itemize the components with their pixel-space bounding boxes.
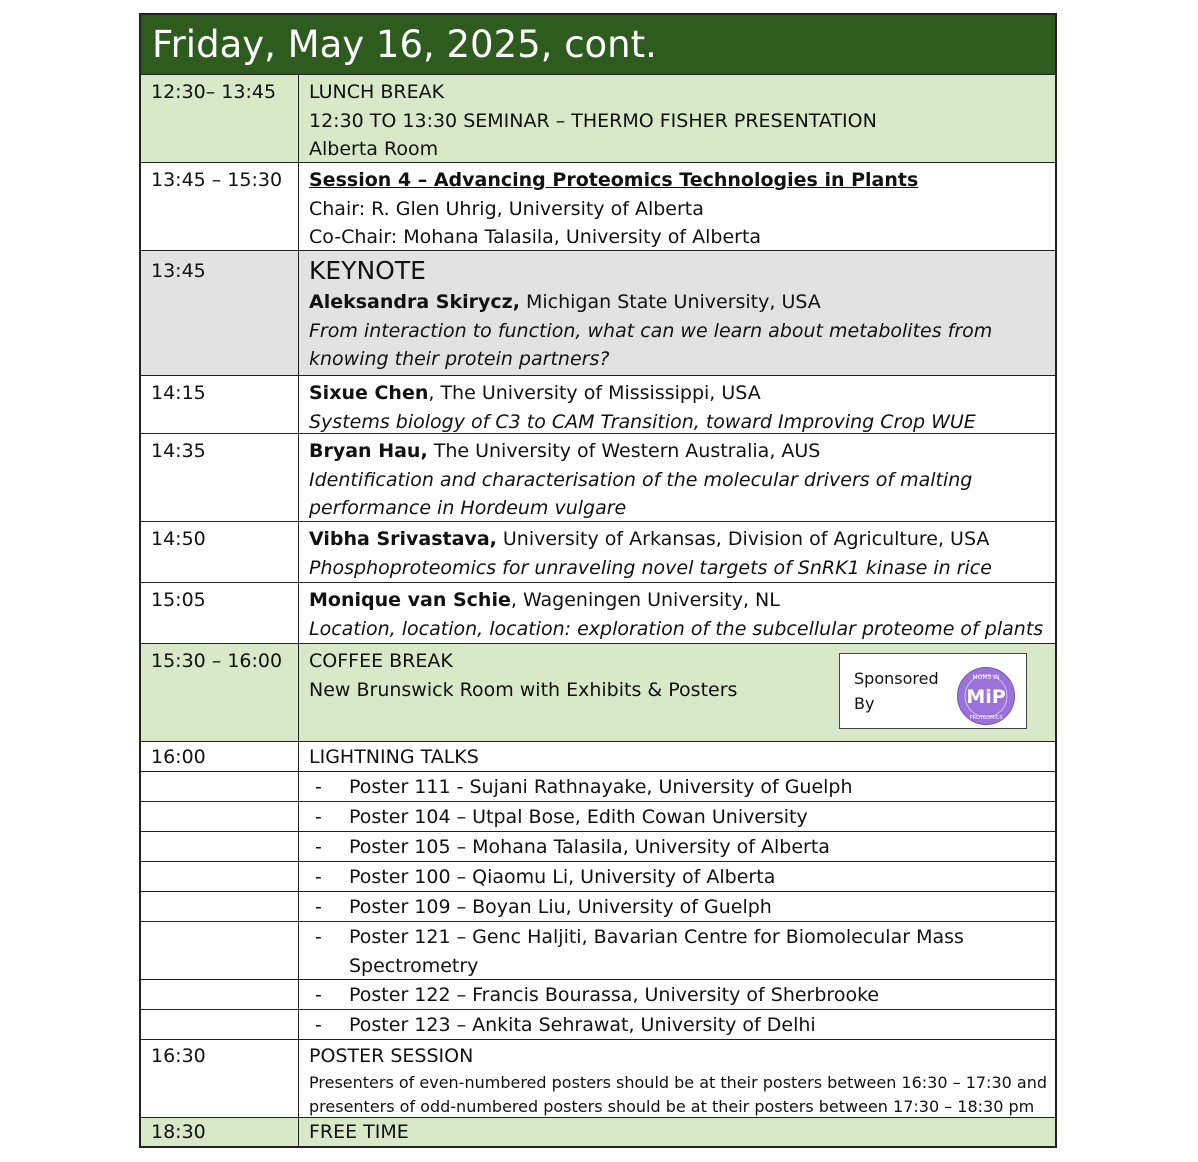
talk-title: Location, location, location: exploration of the subcellular proteome of plants [309, 617, 1044, 640]
poster-row [141, 892, 1055, 922]
coffee-break-row [141, 644, 1055, 742]
time-cell: 18:30 [141, 1118, 299, 1146]
poster-row [141, 1010, 1055, 1040]
time-cell: 13:45 – 15:30 [141, 163, 299, 250]
event-title: FREE TIME [309, 1121, 409, 1143]
event-title: LUNCH BREAK [309, 81, 445, 103]
schedule-table [139, 13, 1057, 1148]
speaker-affiliation: , The University of Mississippi, USA [428, 382, 761, 404]
time-cell: 14:50 [141, 522, 299, 582]
time-cell: 14:35 [141, 434, 299, 521]
poster-row [141, 862, 1055, 892]
poster-row [141, 802, 1055, 832]
poster-entry-cont: Spectrometry [349, 955, 479, 977]
poster-row [141, 772, 1055, 802]
event-title: POSTER SESSION [309, 1045, 474, 1067]
talk-title: Identification and characterisation of the molecular drivers of malting [309, 468, 973, 491]
session-row [141, 163, 1055, 251]
poster-session-note: presenters of odd-numbered posters should be at their posters between 17:30 – 18:30 pm [309, 1096, 1035, 1116]
talk-row [141, 434, 1055, 522]
talk-title: Systems biology of C3 to CAM Transition, toward Improving Crop WUE [309, 410, 976, 433]
event-title: COFFEE BREAK [309, 650, 453, 672]
poster-session-row [141, 1040, 1055, 1118]
talk-row [141, 583, 1055, 644]
room-name: Alberta Room [309, 138, 439, 160]
talk-title: knowing their protein partners? [309, 348, 610, 370]
poster-entry: Poster 104 – Utpal Bose, Edith Cowan University [349, 806, 808, 828]
event-title: LIGHTNING TALKS [309, 746, 479, 768]
poster-entry: Poster 109 – Boyan Liu, University of Guelph [349, 896, 772, 918]
session-chair: Chair: R. Glen Uhrig, University of Alberta [309, 197, 704, 220]
svg-text:PROTEOMICS: PROTEOMICS [969, 715, 1003, 721]
poster-entry: Poster 122 – Francis Bourassa, University of Sherbrooke [349, 984, 880, 1006]
talk-title: Phosphoproteomics for unraveling novel targets of SnRK1 kinase in rice [309, 556, 992, 579]
poster-session-note: Presenters of even-numbered posters should be at their posters between 16:30 – 17:30 and [309, 1072, 1047, 1092]
speaker-name: Bryan Hau, [309, 440, 428, 462]
poster-entry: Poster 111 - Sujani Rathnayake, University of Guelph [349, 776, 853, 798]
speaker-affiliation: Michigan State University, USA [519, 291, 821, 313]
speaker-line [309, 379, 1051, 408]
lunch-break-row [141, 75, 1055, 163]
poster-entry: Poster 100 – Qiaomu Li, University of Alberta [349, 866, 776, 888]
poster-row [141, 832, 1055, 862]
page-title: Friday, May 16, 2025, cont. [141, 15, 1055, 75]
time-cell: 13:45 [141, 251, 299, 375]
seminar-note: 12:30 TO 13:30 SEMINAR – THERMO FISHER PRESENTATION [309, 109, 877, 132]
moms-in-proteomics-logo [956, 666, 1016, 726]
speaker-name: Aleksandra Skirycz, [309, 291, 520, 313]
speaker-name: Sixue Chen [309, 382, 429, 404]
bullet-dash: - [315, 896, 322, 918]
talk-row [141, 522, 1055, 583]
speaker-line [309, 437, 1051, 466]
time-cell: 14:15 [141, 376, 299, 433]
svg-text:MiP: MiP [966, 686, 1006, 708]
time-cell: 15:30 – 16:00 [141, 644, 299, 741]
time-cell: 16:00 [141, 742, 299, 771]
bullet-dash: - [315, 926, 322, 948]
speaker-affiliation: The University of Western Australia, AUS [427, 440, 821, 462]
svg-text:MOMS IN: MOMS IN [972, 674, 1000, 681]
bullet-dash: - [315, 776, 322, 798]
poster-entry: Poster 123 – Ankita Sehrawat, University of Delhi [349, 1014, 816, 1036]
time-cell: 15:05 [141, 583, 299, 643]
talk-row [141, 376, 1055, 434]
speaker-name: Monique van Schie [309, 589, 511, 611]
bullet-dash: - [315, 1014, 322, 1036]
keynote-row [141, 251, 1055, 376]
speaker-line [309, 586, 1051, 615]
bullet-dash: - [315, 806, 322, 828]
talk-title: performance in Hordeum vulgare [309, 497, 627, 519]
poster-entry: Poster 105 – Mohana Talasila, University of Alberta [349, 836, 830, 858]
bullet-dash: - [315, 866, 322, 888]
free-time-row [141, 1118, 1055, 1146]
sponsor-box [839, 653, 1027, 729]
keynote-label: KEYNOTE [309, 256, 426, 285]
poster-row [141, 980, 1055, 1010]
room-name: New Brunswick Room with Exhibits & Posters [309, 678, 738, 701]
speaker-line [309, 525, 1051, 554]
sponsor-label: Sponsored By [854, 669, 939, 713]
session-cochair: Co-Chair: Mohana Talasila, University of Alberta [309, 226, 762, 248]
speaker-line [309, 288, 1051, 317]
speaker-affiliation: University of Arkansas, Division of Agriculture, USA [496, 528, 990, 550]
lightning-talks-row [141, 742, 1055, 772]
session-title: Session 4 – Advancing Proteomics Technologies in Plants [309, 169, 919, 191]
speaker-name: Vibha Srivastava, [309, 528, 497, 550]
speaker-affiliation: , Wageningen University, NL [510, 589, 780, 611]
poster-entry: Poster 121 – Genc Haljiti, Bavarian Centre for Biomolecular Mass [349, 926, 964, 948]
talk-title: From interaction to function, what can we learn about metabolites from [309, 319, 993, 342]
poster-row [141, 922, 1055, 980]
bullet-dash: - [315, 984, 322, 1006]
bullet-dash: - [315, 836, 322, 858]
time-cell: 12:30– 13:45 [141, 75, 299, 162]
time-cell: 16:30 [141, 1040, 299, 1117]
